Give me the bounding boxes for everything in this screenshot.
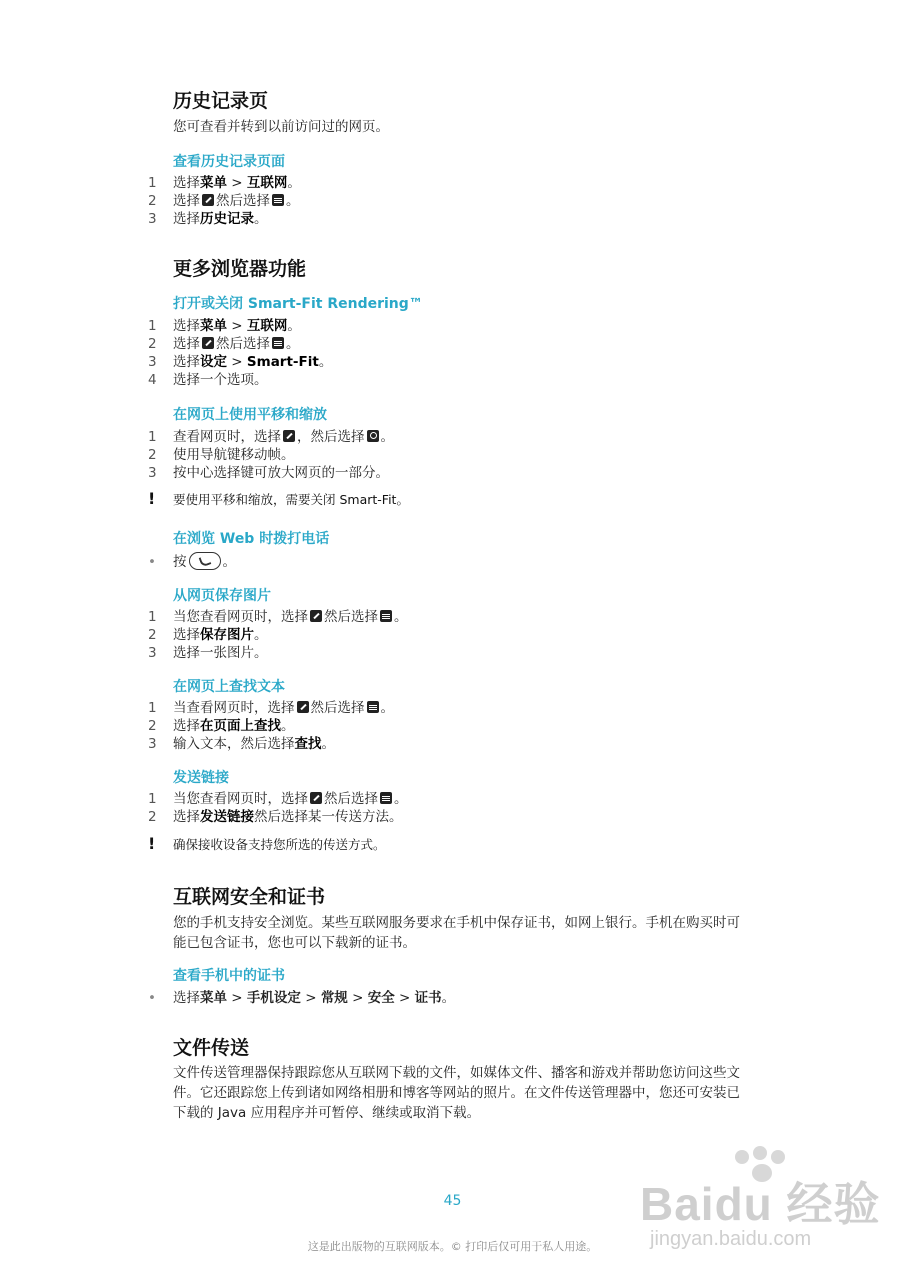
- watermark-logo: Baidu 经验: [640, 1178, 881, 1230]
- step-item: 2 选择 然后选择 。: [148, 193, 300, 209]
- step-item: 2 使用导航键移动帧。: [148, 447, 295, 463]
- step-item: 3 按中心选择键可放大网页的一部分。: [148, 465, 389, 481]
- step-number: 2: [148, 809, 157, 825]
- step-number: 3: [148, 354, 157, 370]
- step-item: 2 选择 然后选择 。: [148, 336, 300, 352]
- step-number: 3: [148, 645, 157, 661]
- pen-icon: [283, 430, 295, 442]
- menu-icon: [380, 792, 392, 804]
- subheading-send-link: 发送链接: [173, 770, 229, 786]
- step-item: 3 输入文本，然后选择查找。: [148, 736, 335, 752]
- note-pan-zoom: ! 要使用平移和缩放，需要关闭 Smart-Fit。: [148, 489, 409, 508]
- bullet-dot: •: [148, 990, 156, 1006]
- step-item: 2 选择在页面上查找。: [148, 718, 295, 734]
- menu-icon: [380, 610, 392, 622]
- step-number: 2: [148, 627, 157, 643]
- bullet-dot: •: [148, 554, 156, 570]
- subheading-view-certificates: 查看手机中的证书: [173, 968, 285, 984]
- bullet-item: • 按 。: [148, 554, 236, 570]
- footer-note: 这是此出版物的互联网版本。© 打印后仅可用于私人用途。: [307, 1240, 598, 1253]
- subheading-find-text: 在网页上查找文本: [173, 679, 285, 695]
- step-number: 1: [148, 429, 157, 445]
- section-title-history: 历史记录页: [173, 90, 269, 112]
- step-number: 3: [148, 736, 157, 752]
- step-item: 3 选择设定 > Smart-Fit。: [148, 354, 333, 370]
- subheading-smart-fit: 打开或关闭 Smart-Fit Rendering™: [173, 296, 423, 312]
- page-number: 45: [443, 1193, 462, 1209]
- step-item: 1 当您查看网页时，选择 然后选择 。: [148, 609, 408, 625]
- call-key-icon: [189, 552, 221, 570]
- step-item: 1 当您查看网页时，选择 然后选择 。: [148, 791, 408, 807]
- pen-icon: [297, 701, 309, 713]
- step-number: 3: [148, 211, 157, 227]
- subheading-pan-zoom: 在网页上使用平移和缩放: [173, 407, 327, 423]
- pen-icon: [310, 610, 322, 622]
- step-item: 1 选择菜单 > 互联网。: [148, 318, 301, 334]
- step-item: 1 当查看网页时，选择 然后选择 。: [148, 700, 394, 716]
- transfer-description: 文件传送管理器保持跟踪您从互联网下载的文件，如媒体文件、播客和游戏并帮助您访问这些文件。它还跟踪您上传到诸如网络相册和博客等网站的照片。在文件传送管理器中，您还可安装已下载的 Java 应用程序并可暂停、继续或取消下载。: [173, 1065, 740, 1121]
- note-send-link: ! 确保接收设备支持您所选的传送方式。: [148, 834, 386, 853]
- step-number: 2: [148, 193, 157, 209]
- exclamation-icon: !: [148, 834, 156, 853]
- pen-icon: [202, 194, 214, 206]
- step-item: 1 选择菜单 > 互联网。: [148, 175, 301, 191]
- step-number: 1: [148, 318, 157, 334]
- section-title-more-features: 更多浏览器功能: [173, 258, 307, 280]
- subheading-view-history: 查看历史记录页面: [173, 154, 285, 170]
- step-number: 1: [148, 609, 157, 625]
- step-item: 4 选择一个选项。: [148, 372, 268, 388]
- menu-icon: [272, 194, 284, 206]
- step-item: 1 查看网页时，选择 ，然后选择 。: [148, 429, 394, 445]
- step-item: 3 选择一张图片。: [148, 645, 268, 661]
- menu-icon: [367, 701, 379, 713]
- step-item: 2 选择发送链接然后选择某一传送方法。: [148, 809, 403, 825]
- step-item: 2 选择保存图片。: [148, 627, 268, 643]
- step-item: 3 选择历史记录。: [148, 211, 268, 227]
- pen-icon: [310, 792, 322, 804]
- history-description: 您可查看并转到以前访问过的网页。: [173, 119, 389, 135]
- step-number: 2: [148, 336, 157, 352]
- pen-icon: [202, 337, 214, 349]
- baidu-watermark: [640, 1150, 881, 1260]
- bullet-item: • 选择菜单 > 手机设定 > 常规 > 安全 > 证书。: [148, 990, 456, 1006]
- exclamation-icon: !: [148, 489, 156, 508]
- zoom-icon: [367, 430, 379, 442]
- watermark-url: jingyan.baidu.com: [650, 1228, 812, 1250]
- subheading-save-image: 从网页保存图片: [173, 588, 271, 604]
- subheading-call-while-browsing: 在浏览 Web 时拨打电话: [173, 531, 330, 547]
- step-number: 2: [148, 718, 157, 734]
- step-number: 1: [148, 175, 157, 191]
- section-title-file-transfer: 文件传送: [173, 1037, 250, 1059]
- step-number: 1: [148, 791, 157, 807]
- section-title-security: 互联网安全和证书: [173, 886, 326, 908]
- step-number: 1: [148, 700, 157, 716]
- step-number: 3: [148, 465, 157, 481]
- menu-icon: [272, 337, 284, 349]
- security-description: 您的手机支持安全浏览。某些互联网服务要求在手机中保存证书，如网上银行。手机在购买时可能已包含证书，您也可以下载新的证书。: [173, 915, 740, 951]
- step-number: 4: [148, 372, 157, 388]
- step-number: 2: [148, 447, 157, 463]
